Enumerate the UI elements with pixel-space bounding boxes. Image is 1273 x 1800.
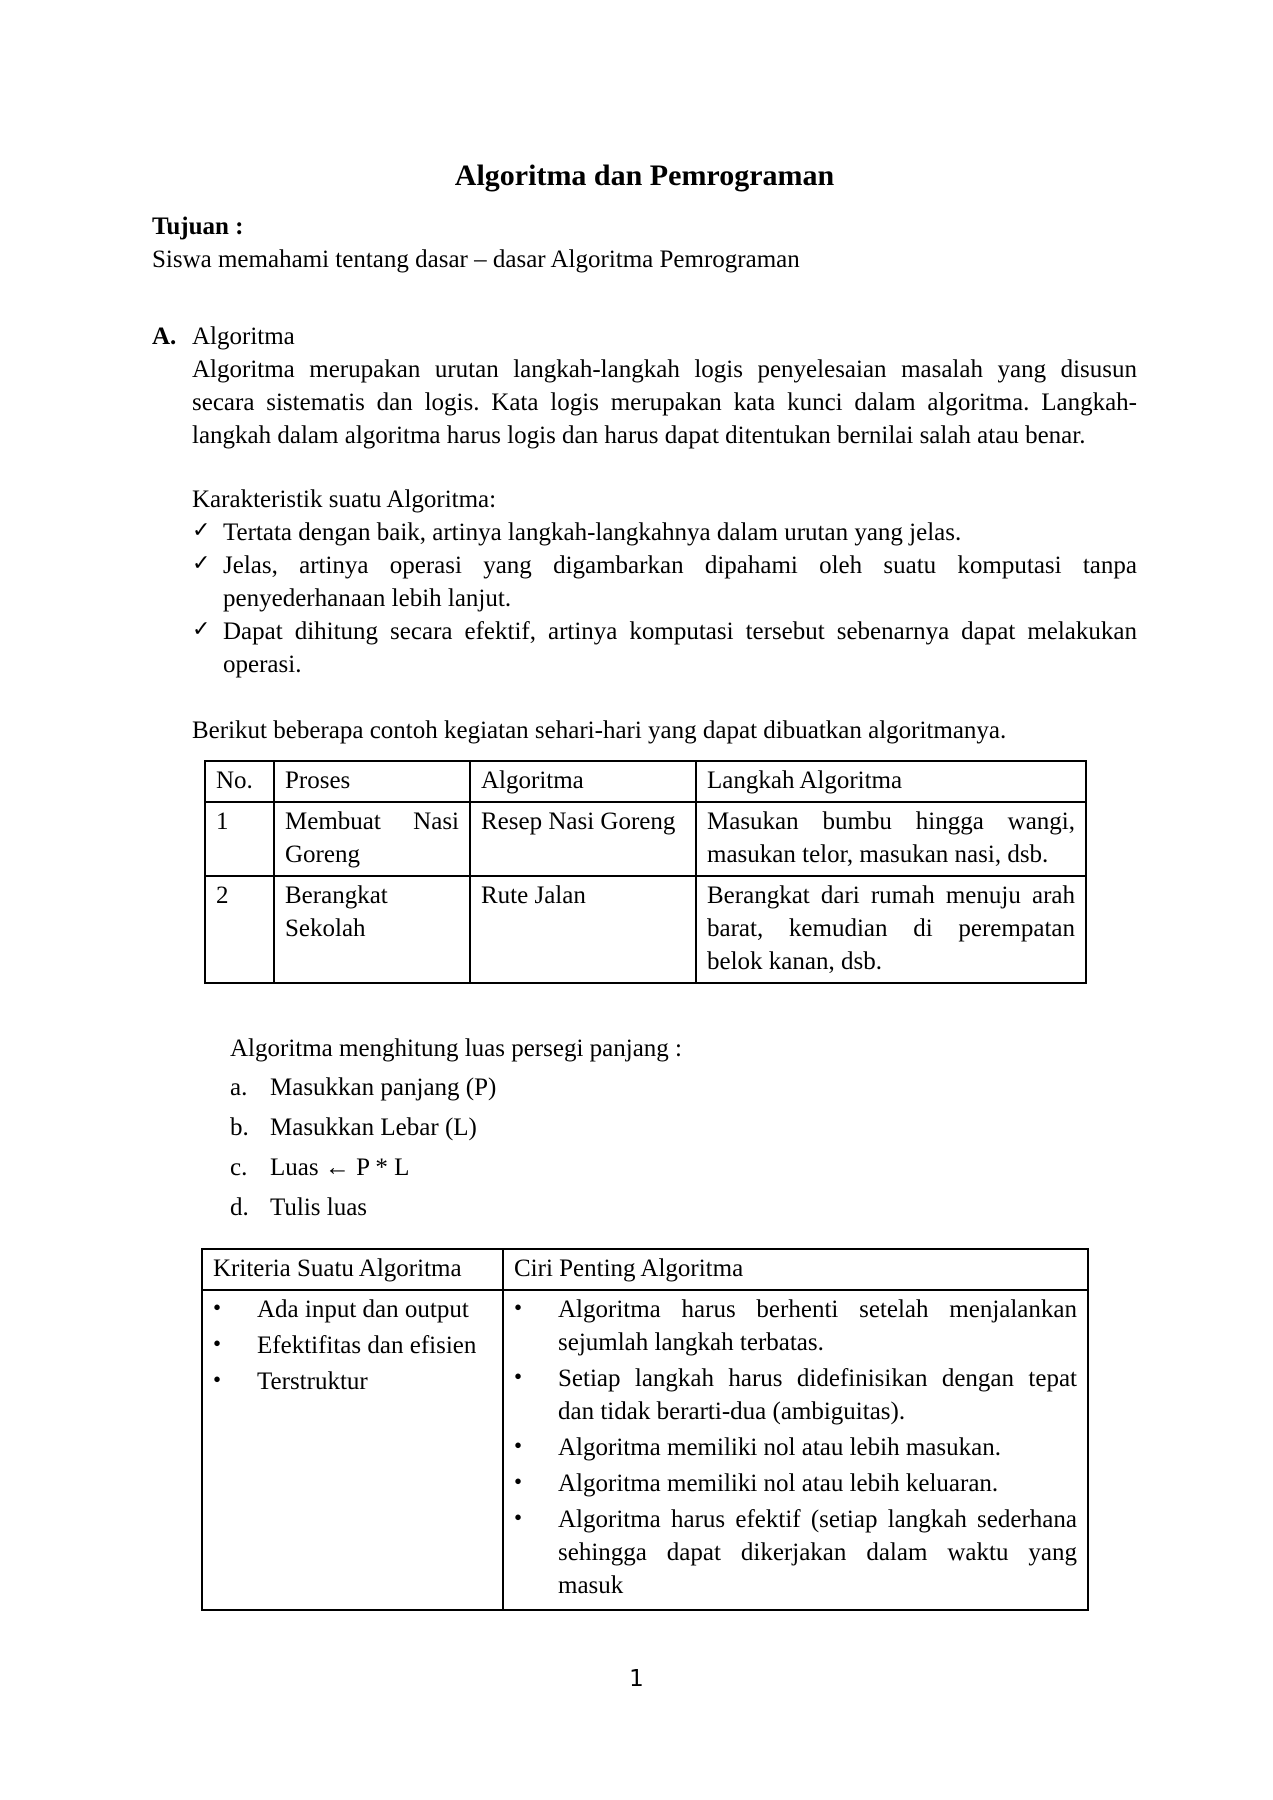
list-item — [192, 549, 1137, 615]
list-item-text: Jelas, artinya operasi yang digambarkan dipahami oleh suatu komputasi tanpa penyederhanaan lebih lanjut. — [223, 552, 1137, 612]
list-item-text: Masukkan panjang (P) — [270, 1074, 497, 1101]
tujuan-text: Siswa memahami tentang dasar – dasar Algoritma Pemrograman — [152, 246, 800, 273]
list-item-text: Setiap langkah harus didefinisikan dengan tepat dan tidak berarti-dua (ambiguitas). — [558, 1365, 1077, 1425]
list-item — [514, 1293, 1077, 1359]
list-item-letter: b. — [230, 1114, 249, 1141]
list-item — [213, 1365, 492, 1398]
karakteristik-heading: Karakteristik suatu Algoritma: — [192, 486, 497, 513]
cell-kriteria-list — [202, 1290, 503, 1610]
list-item-text: Dapat dihitung secara efektif, artinya komputasi tersebut sebenarnya dapat melakukan operasi. — [223, 618, 1137, 678]
page-title: Algoritma dan Pemrograman — [454, 159, 835, 192]
list-item-text: Tertata dengan baik, artinya langkah-langkahnya dalam urutan yang jelas. — [223, 519, 962, 546]
list-item — [514, 1467, 1077, 1500]
cell-algoritma: Resep Nasi Goreng — [470, 802, 696, 876]
table-header-row — [202, 1249, 1088, 1290]
bullet-icon: • — [213, 1295, 222, 1320]
list-item — [514, 1362, 1077, 1428]
bullet-icon: • — [514, 1433, 523, 1458]
bullet-icon: • — [213, 1367, 222, 1392]
cell-langkah: Masukan bumbu hingga wangi, masukan telor, masukan nasi, dsb. — [696, 802, 1086, 876]
list-item — [230, 1151, 1137, 1184]
list-item-text: Masukkan Lebar (L) — [270, 1114, 477, 1141]
section-a-heading — [152, 320, 1137, 353]
cell-proses: Membuat Nasi Goreng — [274, 802, 470, 876]
bullet-icon: • — [213, 1331, 222, 1356]
list-item-text: Terstruktur — [257, 1368, 368, 1395]
list-item-text: Algoritma memiliki nol atau lebih keluaran. — [558, 1470, 999, 1497]
check-icon: ✓ — [192, 518, 211, 543]
bullet-icon: • — [514, 1295, 523, 1320]
check-icon: ✓ — [192, 617, 211, 642]
cell-langkah: Berangkat dari rumah menuju arah barat, kemudian di perempatan belok kanan, dsb. — [696, 876, 1086, 983]
list-item-text: Algoritma harus efektif (setiap langkah sederhana sehingga dapat dikerjakan dalam waktu yang masuk — [558, 1506, 1077, 1599]
section-a-title: Algoritma — [192, 323, 295, 350]
list-item-letter: a. — [230, 1074, 248, 1101]
list-item — [213, 1329, 492, 1362]
check-icon: ✓ — [192, 551, 211, 576]
kriteria-table — [201, 1248, 1089, 1611]
bullet-icon: • — [514, 1364, 523, 1389]
luas-intro: Algoritma menghitung luas persegi panjang : — [230, 1035, 682, 1062]
list-item — [514, 1431, 1077, 1464]
cell-no: 1 — [205, 802, 274, 876]
list-item-text: Ada input dan output — [257, 1296, 469, 1323]
column-header-proses: Proses — [274, 761, 470, 802]
list-item — [230, 1111, 1137, 1144]
cell-algoritma: Rute Jalan — [470, 876, 696, 983]
column-header-langkah: Langkah Algoritma — [696, 761, 1086, 802]
list-item-text: Luas ← P * L — [270, 1154, 410, 1181]
karakteristik-list — [192, 516, 1137, 681]
column-header-kriteria: Kriteria Suatu Algoritma — [202, 1249, 503, 1290]
column-header-algoritma: Algoritma — [470, 761, 696, 802]
section-a-paragraph: Algoritma merupakan urutan langkah-langkah logis penyelesaian masalah yang disusun secara sistematis dan logis. Kata logis merupakan kata kunci dalam algoritma. Langkah-langkah dalam algoritma harus logis dan harus dapat ditentukan bernilai salah atau benar. — [192, 356, 1137, 449]
list-item-text: Efektifitas dan efisien — [257, 1332, 477, 1359]
column-header-no: No. — [205, 761, 274, 802]
table-row — [205, 876, 1086, 983]
list-item — [514, 1503, 1077, 1602]
luas-steps-list — [230, 1071, 1137, 1224]
list-item-text: Algoritma harus berhenti setelah menjalankan sejumlah langkah terbatas. — [558, 1296, 1077, 1356]
list-item — [213, 1293, 492, 1326]
cell-no: 2 — [205, 876, 274, 983]
tujuan-label: Tujuan : — [152, 213, 244, 240]
cell-proses: Berangkat Sekolah — [274, 876, 470, 983]
list-item — [230, 1191, 1137, 1224]
list-item — [230, 1071, 1137, 1104]
contoh-intro: Berikut beberapa contoh kegiatan sehari-hari yang dapat dibuatkan algoritmanya. — [192, 717, 1007, 744]
list-item-letter: d. — [230, 1194, 249, 1221]
table-row — [205, 802, 1086, 876]
page-number: 1 — [629, 1666, 644, 1692]
list-item-text: Tulis luas — [270, 1194, 368, 1221]
list-item — [192, 615, 1137, 681]
bullet-icon: • — [514, 1469, 523, 1494]
table-header-row — [205, 761, 1086, 802]
contoh-table — [204, 760, 1087, 984]
list-item-letter: c. — [230, 1154, 248, 1181]
list-item-text: Algoritma memiliki nol atau lebih masukan. — [558, 1434, 1001, 1461]
section-a-letter: A. — [152, 323, 177, 350]
column-header-ciri: Ciri Penting Algoritma — [503, 1249, 1088, 1290]
list-item — [192, 516, 1137, 549]
cell-ciri-list — [503, 1290, 1088, 1610]
bullet-icon: • — [514, 1505, 523, 1530]
table-row — [202, 1290, 1088, 1610]
